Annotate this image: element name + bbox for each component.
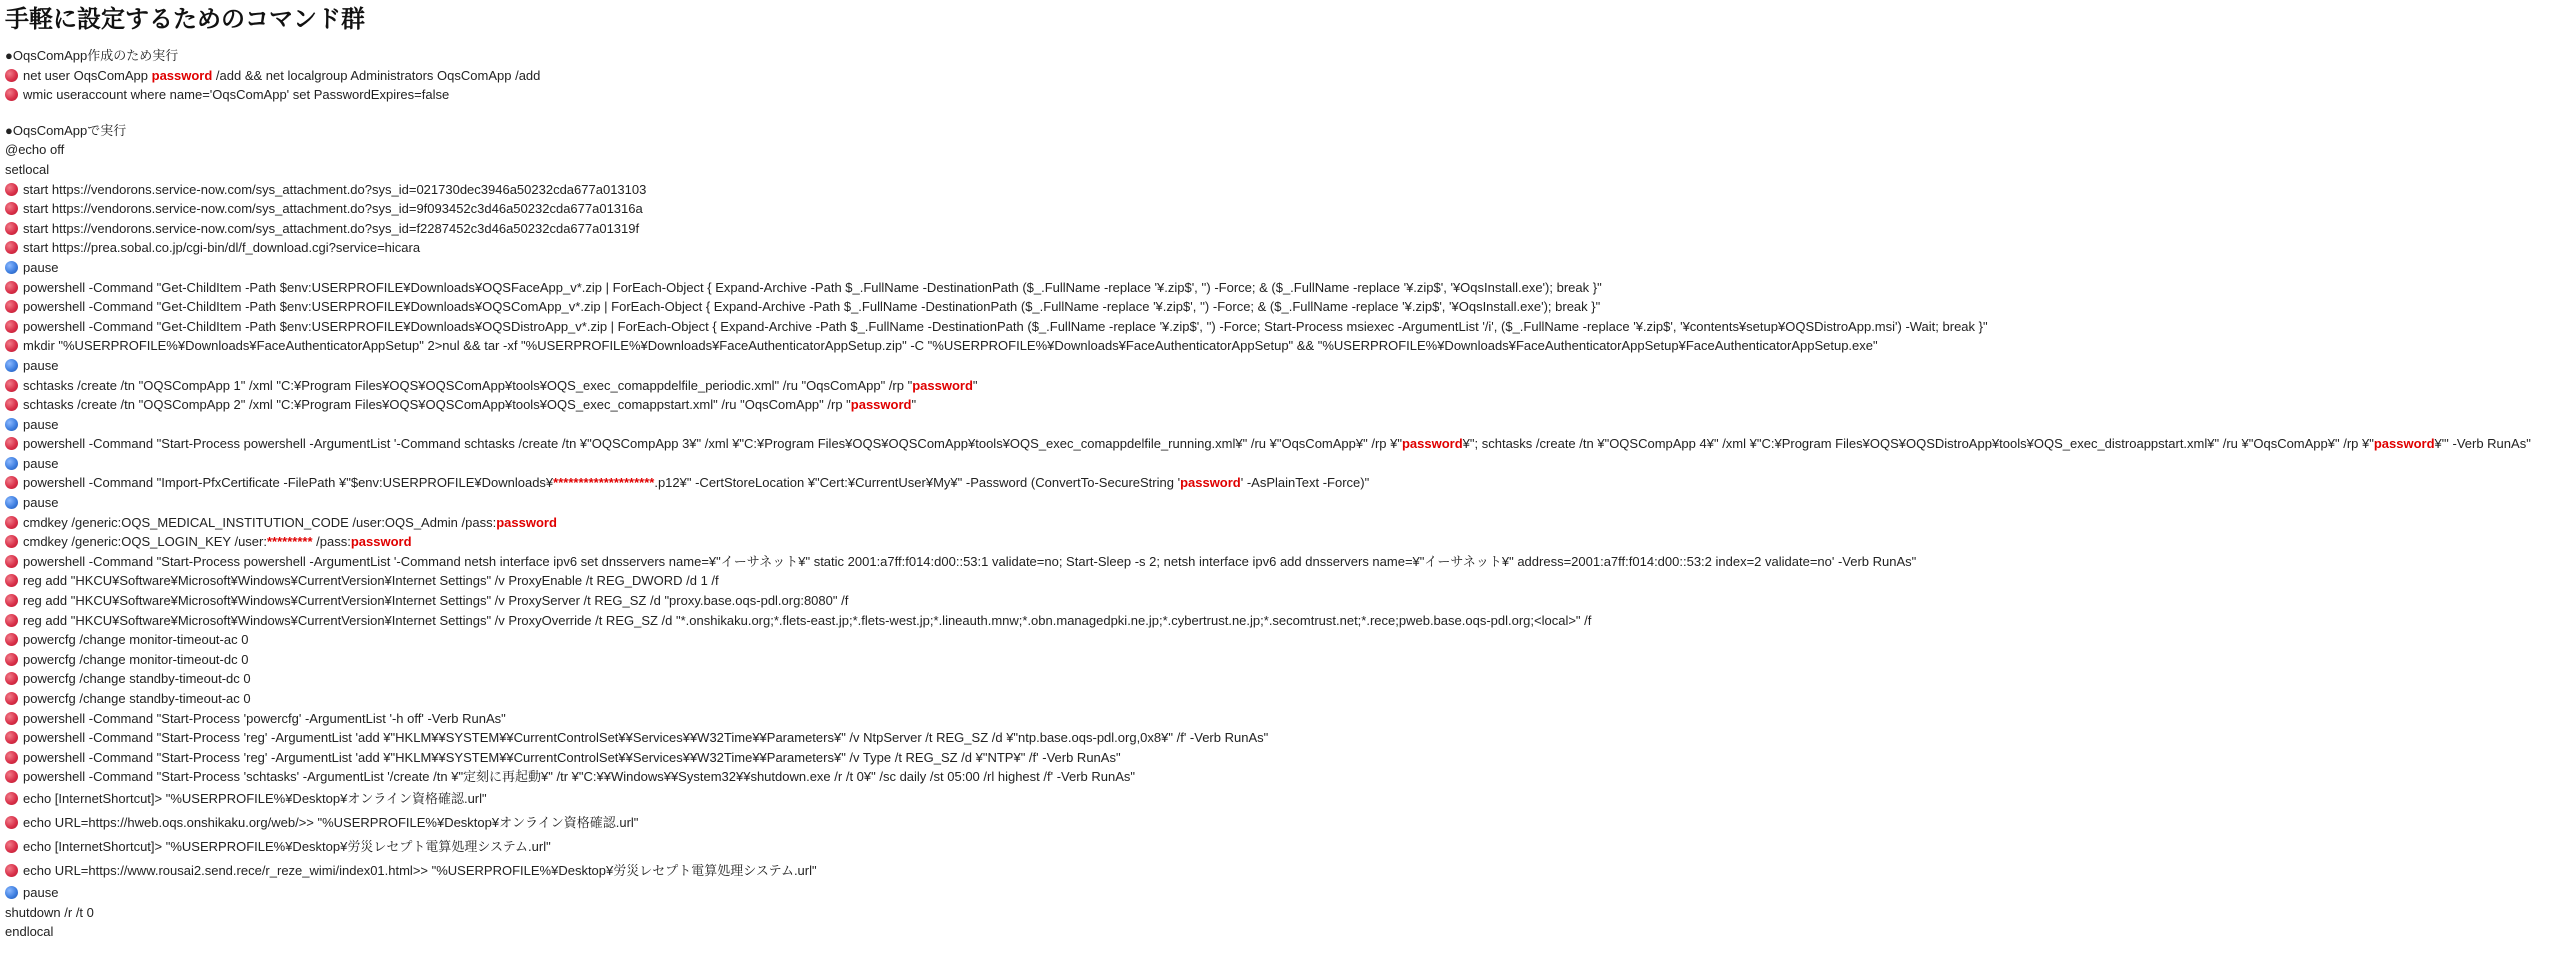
command-text: pause (23, 455, 59, 471)
password-text: password (850, 397, 912, 413)
command-line (5, 434, 2560, 454)
red-circle-icon (5, 437, 18, 450)
command-line (5, 835, 2560, 859)
command-text: cmdkey /generic:OQS_LOGIN_KEY /user: (23, 534, 267, 550)
password-text: password (350, 534, 412, 550)
command-text: ¥"' -Verb RunAs" (2434, 436, 2531, 452)
command-text: setlocal (5, 161, 50, 177)
command-line (5, 513, 2560, 533)
page-title: 手軽に設定するためのコマンド群 (5, 6, 365, 33)
section-heading (5, 46, 2560, 66)
command-line (5, 728, 2560, 748)
red-circle-icon (5, 751, 18, 764)
section-heading (5, 121, 2560, 141)
command-line (5, 883, 2560, 903)
command-line (5, 787, 2560, 811)
command-line (5, 219, 2560, 239)
command-text: powershell -Command "Import-PfxCertificate -FilePath ¥"$env:USERPROFILE¥Downloads¥ (23, 475, 554, 491)
command-line (5, 415, 2560, 435)
command-line (5, 552, 2560, 572)
command-line (5, 317, 2560, 337)
command-text: shutdown /r /t 0 (5, 904, 94, 920)
command-line (5, 650, 2560, 670)
red-circle-icon (5, 281, 18, 294)
command-text: powershell -Command "Start-Process 'schtasks' -ArgumentList '/create /tn ¥"定刻に再起動¥" /tr ¥"C:¥¥Windows¥¥System32¥¥shutdown.exe /r /t 0¥" /sc daily /st 05:00 /rl highest /f' -Verb RunAs" (23, 769, 1136, 785)
command-line (5, 238, 2560, 258)
command-line (5, 376, 2560, 396)
command-line (5, 859, 2560, 883)
red-circle-icon (5, 770, 18, 783)
command-text: powershell -Command "Start-Process 'reg' -ArgumentList 'add ¥"HKLM¥¥SYSTEM¥¥CurrentControlSet¥¥Services¥¥W32Time¥¥Parameters¥" /v Type /t REG_SZ /d ¥"NTP¥" /f' -Verb RunAs" (23, 749, 1121, 765)
command-text: echo [InternetShortcut]> "%USERPROFILE%¥Desktop¥オンライン資格確認.url" (23, 790, 487, 806)
command-line (5, 903, 2560, 923)
command-text: @echo off (5, 142, 65, 158)
command-text: mkdir "%USERPROFILE%¥Downloads¥FaceAuthenticatorAppSetup" 2>nul && tar -xf "%USERPROFILE%¥Downloads¥FaceAuthenticatorAppSetup.zip" -C "%USERPROFILE%¥Downloads¥FaceAuthenticatorAppSetup" && "%USERPROFILE%¥Downloads¥FaceAuthenticatorAppSetup¥FaceAuthenticatorAppSetup.exe" (23, 338, 1878, 354)
command-text: powershell -Command "Get-ChildItem -Path $env:USERPROFILE¥Downloads¥OQSComApp_v*.zip | ForEach-Object { Expand-Archive -Path $_.FullName -DestinationPath ($_.FullName -replace '¥.zip$', '') -Force; & ($_.FullName -replace '¥.zip$', '¥OqsInstall.exe'); break }" (23, 299, 1601, 315)
password-text: password (912, 377, 973, 393)
command-line (5, 356, 2560, 376)
command-text: powershell -Command "Get-ChildItem -Path $env:USERPROFILE¥Downloads¥OQSFaceApp_v*.zip | ForEach-Object { Expand-Archive -Path $_.FullName -DestinationPath ($_.FullName -replace '¥.zip$', '') -Force; & ($_.FullName -replace '¥.zip$', '¥OqsInstall.exe'); break }" (23, 279, 1602, 295)
command-text: powershell -Command "Start-Process 'powercfg' -ArgumentList '-h off' -Verb RunAs" (23, 710, 506, 726)
red-circle-icon (5, 692, 18, 705)
red-circle-icon (5, 840, 18, 853)
red-circle-icon (5, 339, 18, 352)
command-line (5, 66, 2560, 86)
red-circle-icon (5, 614, 18, 627)
command-line (5, 160, 2560, 180)
command-text: schtasks /create /tn "OQSCompApp 1" /xml "C:¥Program Files¥OQS¥OQSComApp¥tools¥OQS_exec_comappdelfile_periodic.xml" /ru "OqsComApp" /rp " (23, 377, 913, 393)
command-line (5, 454, 2560, 474)
red-circle-icon (5, 320, 18, 333)
command-text: powershell -Command "Get-ChildItem -Path $env:USERPROFILE¥Downloads¥OQSDistroApp_v*.zip | ForEach-Object { Expand-Archive -Path $_.FullName -DestinationPath ($_.FullName -replace '¥.zip$', '') -Force; Start-Process msiexec -ArgumentList '/i', ($_.FullName -replace '¥.zip$', '¥contents¥setup¥OQSDistroApp.msi') -Wait; break }" (23, 318, 1988, 334)
red-circle-icon (5, 633, 18, 646)
command-line (5, 297, 2560, 317)
password-text: password (151, 67, 213, 83)
command-text: " (972, 377, 978, 393)
command-line (5, 532, 2560, 552)
command-text: reg add "HKCU¥Software¥Microsoft¥Windows¥CurrentVersion¥Internet Settings" /v ProxyEnable /t REG_DWORD /d 1 /f (23, 573, 719, 589)
blue-circle-icon (5, 359, 18, 372)
command-text: reg add "HKCU¥Software¥Microsoft¥Windows¥CurrentVersion¥Internet Settings" /v ProxyOverride /t REG_SZ /d "*.onshikaku.org;*.flets-east.jp;*.flets-west.jp;*.lineauth.mnw;*.obn.managedpki.ne.jp;*.cybertrust.ne.jp;*.secomtrust.net;*.rece;pweb.base.oqs-pdl.org;<local>" /f (23, 612, 1592, 628)
red-circle-icon (5, 653, 18, 666)
blue-circle-icon (5, 457, 18, 470)
red-circle-icon (5, 731, 18, 744)
command-text: start https://prea.sobal.co.jp/cgi-bin/dl/f_download.cgi?service=hicara (23, 240, 421, 256)
red-circle-icon (5, 535, 18, 548)
command-text: powercfg /change standby-timeout-ac 0 (23, 691, 251, 706)
password-text: password (1180, 475, 1241, 491)
red-circle-icon (5, 792, 18, 805)
command-list (5, 46, 2560, 942)
section-gap (5, 105, 2560, 121)
command-text: cmdkey /generic:OQS_MEDICAL_INSTITUTION_CODE /user:OQS_Admin /pass: (23, 514, 497, 530)
command-text: powercfg /change standby-timeout-dc 0 (23, 671, 251, 687)
blue-circle-icon (5, 261, 18, 274)
command-line (5, 767, 2560, 787)
blue-circle-icon (5, 496, 18, 509)
red-circle-icon (5, 516, 18, 529)
command-text: endlocal (5, 924, 54, 940)
command-text: powershell -Command "Start-Process 'reg' -ArgumentList 'add ¥"HKLM¥¥SYSTEM¥¥CurrentControlSet¥¥Services¥¥W32Time¥¥Parameters¥" /v NtpServer /t REG_SZ /d ¥"ntp.base.oqs-pdl.org,0x8¥" /f' -Verb RunAs" (23, 730, 1269, 746)
command-text: ●OqsComApp作成のため実行 (5, 48, 179, 63)
password-text: password (2373, 436, 2435, 452)
red-circle-icon (5, 712, 18, 725)
red-circle-icon (5, 222, 18, 235)
command-line (5, 180, 2560, 200)
command-line (5, 473, 2560, 493)
red-circle-icon (5, 555, 18, 568)
command-line (5, 630, 2560, 650)
command-text: ●OqsComAppで実行 (5, 122, 127, 138)
command-text: echo URL=https://www.rousai2.send.rece/r_reze_wimi/index01.html>> "%USERPROFILE%¥Desktop¥労災レセプト電算処理システム.url" (23, 862, 817, 878)
command-line (5, 258, 2560, 278)
red-circle-icon (5, 672, 18, 685)
command-text: ¥"; schtasks /create /tn ¥"OQSCompApp 4¥" /xml ¥"C:¥Program Files¥OQS¥OQSDistroApp¥tools¥OQS_exec_distroappstart.xml¥" /ru ¥"OqsComApp¥" /rp ¥" (1462, 436, 2374, 452)
red-circle-icon (5, 88, 18, 101)
command-line (5, 922, 2560, 942)
command-line (5, 336, 2560, 356)
command-text: reg add "HKCU¥Software¥Microsoft¥Windows¥CurrentVersion¥Internet Settings" /v ProxyServer /t REG_SZ /d "proxy.base.oqs-pdl.org:8080" /f (23, 593, 849, 609)
command-text: /add && net localgroup Administrators OqsComApp /add (212, 67, 541, 83)
command-text: echo URL=https://hweb.oqs.onshikaku.org/web/>> "%USERPROFILE%¥Desktop¥オンライン資格確認.url" (23, 814, 639, 830)
red-circle-icon (5, 69, 18, 82)
command-text: pause (23, 416, 59, 432)
command-line (5, 748, 2560, 768)
command-text: net user OqsComApp (23, 67, 152, 83)
command-line (5, 591, 2560, 611)
command-line (5, 395, 2560, 415)
command-text: pause (23, 884, 59, 900)
command-text: powercfg /change monitor-timeout-ac 0 (23, 632, 249, 648)
red-circle-icon (5, 202, 18, 215)
password-text: password (496, 514, 557, 530)
command-line (5, 689, 2560, 709)
red-circle-icon (5, 816, 18, 829)
red-circle-icon (5, 300, 18, 313)
command-line (5, 493, 2560, 513)
blue-circle-icon (5, 886, 18, 899)
red-circle-icon (5, 241, 18, 254)
command-text: pause (23, 357, 59, 373)
red-circle-icon (5, 594, 18, 607)
command-text: pause (23, 259, 59, 275)
red-circle-icon (5, 398, 18, 411)
command-line (5, 709, 2560, 729)
command-text: wmic useraccount where name='OqsComApp' set PasswordExpires=false (23, 87, 450, 103)
blue-circle-icon (5, 418, 18, 431)
command-line (5, 199, 2560, 219)
command-text: powershell -Command "Start-Process powershell -ArgumentList '-Command netsh interface ipv6 set dnsservers name=¥"イーサネット¥" static 2001:a7ff:f014:d00::53:1 validate=no; Start-Sleep -s 2; netsh interface ipv6 add dnsservers name=¥"イーサネット¥" address=2001:a7ff:f014:d00::53:2 index=2 validate=no' -Verb RunAs" (23, 553, 1917, 569)
red-circle-icon (5, 183, 18, 196)
command-text: ' -AsPlainText -Force)" (1240, 475, 1370, 491)
command-line (5, 140, 2560, 160)
command-line (5, 278, 2560, 298)
command-line (5, 669, 2560, 689)
command-text: schtasks /create /tn "OQSCompApp 2" /xml "C:¥Program Files¥OQS¥OQSComApp¥tools¥OQS_exec_comappstart.xml" /ru "OqsComApp" /rp " (23, 397, 851, 413)
password-text: ********* (266, 534, 313, 550)
command-text: powershell -Command "Start-Process powershell -ArgumentList '-Command schtasks /create /tn ¥"OQSCompApp 3¥" /xml ¥"C:¥Program Files¥OQS¥OQSComApp¥tools¥OQS_exec_comappdelfile_running.xml¥" /ru ¥"OqsComApp¥" /rp ¥" (23, 436, 1402, 452)
command-text: powercfg /change monitor-timeout-dc 0 (23, 651, 249, 667)
command-text: /pass: (312, 534, 351, 550)
command-line (5, 571, 2560, 591)
command-line (5, 811, 2560, 835)
command-text: echo [InternetShortcut]> "%USERPROFILE%¥Desktop¥労災レセプト電算処理システム.url" (23, 838, 551, 854)
red-circle-icon (5, 574, 18, 587)
command-text: start https://vendorons.service-now.com/sys_attachment.do?sys_id=021730dec3946a50232cda677a013103 (23, 181, 647, 197)
red-circle-icon (5, 379, 18, 392)
command-text: start https://vendorons.service-now.com/sys_attachment.do?sys_id=9f093452c3d46a50232cda677a01316a (23, 201, 643, 217)
command-text: pause (23, 495, 59, 511)
command-text: start https://vendorons.service-now.com/sys_attachment.do?sys_id=f2287452c3d46a50232cda677a01319f (23, 220, 640, 236)
red-circle-icon (5, 476, 18, 489)
password-text: password (1401, 436, 1463, 452)
command-line (5, 85, 2560, 105)
password-text: ******************** (553, 475, 655, 491)
red-circle-icon (5, 864, 18, 877)
command-text: .p12¥" -CertStoreLocation ¥"Cert:¥CurrentUser¥My¥" -Password (ConvertTo-SecureString ' (654, 475, 1181, 491)
command-line (5, 611, 2560, 631)
command-text: " (911, 397, 917, 413)
